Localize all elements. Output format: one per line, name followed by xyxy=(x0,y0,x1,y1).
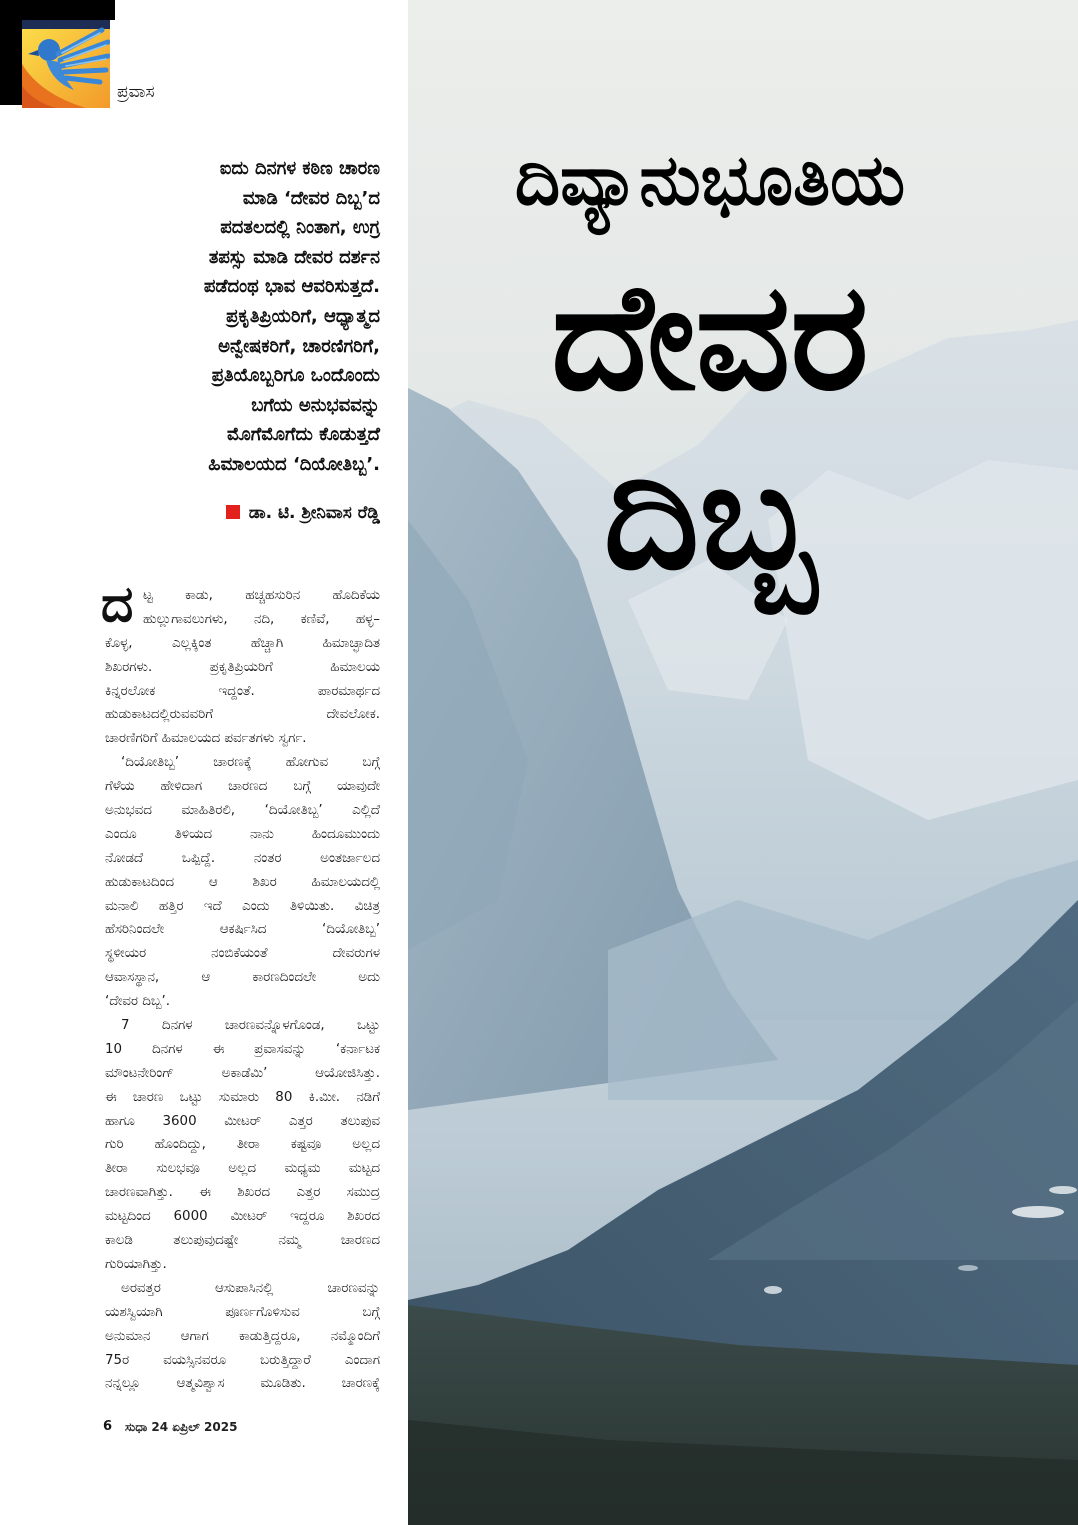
standfirst-line: ಹಿಮಾಲಯದ ‘ದಿಯೋತಿಬ್ಬ’. xyxy=(208,453,380,475)
article-line: ಮನಾಲಿ ಹತ್ತಿರ ಇದೆ ಎಂದು ತಿಳಿಯಿತು. ವಿಚಿತ್ರ xyxy=(105,898,380,914)
article-line: ಟ್ಟ ಕಾಡು, ಹಚ್ಚಹಸುರಿನ ಹೊದಿಕೆಯ xyxy=(143,588,380,603)
article-line: ಅನುಮಾನ ಆಗಾಗ ಕಾಡುತ್ತಿದ್ದರೂ, ನಮ್ಮೊಂದಿಗೆ xyxy=(105,1328,380,1344)
standfirst-line: ಮಾಡಿ ‘ದೇವರ ದಿಬ್ಬ’ದ xyxy=(242,187,380,209)
article-line: 75ರ ವಯಸ್ಸಿನವರೂ ಬರುತ್ತಿದ್ದಾರೆ ಎಂದಾಗ xyxy=(105,1352,380,1368)
byline-author: ಡಾ. ಟಿ. ಶ್ರೀನಿವಾಸ ರೆಡ್ಡಿ xyxy=(248,503,380,523)
article-line: ಸ್ಥಳೀಯರ ನಂಬಿಕೆಯಂತೆ ದೇವರುಗಳ xyxy=(105,946,380,962)
standfirst-line: ಮೊಗೆಮೊಗೆದು ಕೊಡುತ್ತದೆ xyxy=(227,424,380,446)
article-line: ಗುರಿ ಹೊಂದಿದ್ದು, ತೀರಾ ಕಷ್ಟವೂ ಅಲ್ಲದ xyxy=(105,1137,380,1153)
article-line: ಗೆಳೆಯ ಹೇಳಿದಾಗ ಚಾರಣದ ಬಗ್ಗೆ ಯಾವುದೇ xyxy=(105,779,380,795)
article-paragraph xyxy=(105,1014,380,1277)
standfirst-line: ಪಡೆದಂಥ ಭಾವ ಆವರಿಸುತ್ತದೆ. xyxy=(203,276,380,298)
article-paragraph xyxy=(105,751,380,1014)
article-line: ಎಂದೂ ತಿಳಿಯದ ನಾನು ಹಿಂದೂಮುಂದು xyxy=(105,826,380,842)
mountain-landscape-photo xyxy=(408,0,1078,1525)
article-line: ನೋಡದೆ ಒಪ್ಪಿದ್ದೆ. ನಂತರ ಅಂತರ್ಜಾಲದ xyxy=(105,850,380,866)
standfirst-line: ಐದು ದಿನಗಳ ಕಠಿಣ ಚಾರಣ xyxy=(219,158,380,179)
article-line: ಗುರಿಯಾಗಿತ್ತು. xyxy=(105,1256,167,1272)
mountain-photo-image xyxy=(408,0,1078,1525)
article-line: ನನ್ನಲ್ಲೂ ಆತ್ಮವಿಶ್ವಾಸ ಮೂಡಿತು. ಚಾರಣಕ್ಕೆ xyxy=(105,1376,380,1392)
byline xyxy=(110,500,380,526)
article-line: 7 ದಿನಗಳ ಚಾರಣವನ್ನೊಳಗೊಂಡ, ಒಟ್ಟು xyxy=(121,1018,380,1034)
article-line: ಮೌಂಟನೇರಿಂಗ್ ಅಕಾಡೆಮಿ’ ಆಯೋಜಿಸಿತ್ತು. xyxy=(105,1065,380,1081)
standfirst-line: ಪ್ರಕೃತಿಪ್ರಿಯರಿಗೆ, ಆಧ್ಯಾತ್ಮದ xyxy=(226,305,380,327)
section-label: ಪ್ರವಾಸ xyxy=(117,82,155,102)
drop-cap: ದ xyxy=(101,575,134,633)
corner-bar-horizontal xyxy=(0,0,115,20)
headline-title-line-1: ದೇವರ xyxy=(551,251,869,423)
article-line: ಚಾರಣಿಗರಿಗೆ ಹಿಮಾಲಯದ ಪರ್ವತಗಳು ಸ್ವರ್ಗ. xyxy=(105,731,307,747)
article-line: ಹುಡುಕಾಟದಿಂದ ಆ ಶಿಖರ ಹಿಮಾಲಯದಲ್ಲಿ xyxy=(105,874,380,890)
article-line: ‘ದಿಯೋತಿಬ್ಬ’ ಚಾರಣಕ್ಕೆ ಹೋಗುವ ಬಗ್ಗೆ xyxy=(121,755,380,771)
article-line: ಶಿಖರಗಳು. ಪ್ರಕೃತಿಪ್ರಿಯರಿಗೆ ಹಿಮಾಲಯ xyxy=(105,659,380,675)
article-line: ತೀರಾ ಸುಲಭವೂ ಅಲ್ಲದ ಮಧ್ಯಮ ಮಟ್ಟದ xyxy=(105,1161,380,1177)
bird-logo-icon xyxy=(22,20,110,108)
article-line: ಹೆಸರಿನಿಂದಲೇ ಆಕರ್ಷಿಸಿದ ‘ದಿಯೋತಿಬ್ಬ’ xyxy=(105,922,380,938)
article-line: ಅನುಭವದ ಮಾಹಿತಿರಲಿ, ‘ದಿಯೋತಿಬ್ಬ’ ಎಲ್ಲಿದೆ xyxy=(105,803,380,819)
article-paragraph xyxy=(105,1277,380,1396)
article-line: ಕೊಳ್ಳ, ಎಲ್ಲಕ್ಕಿಂತ ಹೆಚ್ಚಾಗಿ ಹಿಮಾಚ್ಛಾದಿತ xyxy=(105,635,380,651)
article-line: ಚಾರಣವಾಗಿತ್ತು. ಈ ಶಿಖರದ ಎತ್ತರ ಸಮುದ್ರ xyxy=(105,1185,380,1201)
red-square-marker-icon xyxy=(226,505,240,519)
headline-title-line-2: ದಿಬ್ಬ xyxy=(603,430,817,602)
article-line: 10 ದಿನಗಳ ಈ ಪ್ರವಾಸವನ್ನು ‘ಕರ್ನಾಟಕ xyxy=(105,1041,380,1057)
article-line: ಹುಲ್ಲುಗಾವಲುಗಳು, ನದಿ, ಕಣಿವೆ, ಹಳ್ಳ– xyxy=(143,611,380,627)
issue-line: ಸುಧಾ 24 ಏಪ್ರಿಲ್ 2025 xyxy=(125,1420,238,1434)
headline-kicker: ದಿವ್ಯಾನುಭೂತಿಯ xyxy=(514,139,906,221)
article-body xyxy=(105,584,380,1396)
standfirst xyxy=(110,154,380,480)
article-line: ಯಶಸ್ವಿಯಾಗಿ ಪೂರ್ಣಗೊಳಿಸುವ ಬಗ್ಗೆ xyxy=(105,1304,380,1320)
standfirst-line: ತಪಸ್ಸು ಮಾಡಿ ದೇವರ ದರ್ಶನ xyxy=(208,246,380,268)
standfirst-line: ಪದತಲದಲ್ಲಿ ನಿಂತಾಗ, ಉಗ್ರ xyxy=(220,217,380,239)
article-line: ಕಿನ್ನರಲೋಕ ಇದ್ದಂತೆ. ಪಾರಮಾರ್ಥದ xyxy=(105,683,380,699)
standfirst-line: ಬಗೆಯ ಅನುಭವವನ್ನು xyxy=(251,394,380,416)
article-line: ಮಟ್ಟದಿಂದ 6000 ಮೀಟರ್ ಇದ್ದರೂ ಶಿಖರದ xyxy=(105,1209,380,1225)
article-line: ಹಾಗೂ 3600 ಮೀಟರ್ ಎತ್ತರ ತಲುಪುವ xyxy=(105,1113,380,1129)
article-line: ಹುಡುಕಾಟದಲ್ಲಿರುವವರಿಗೆ ದೇವಲೋಕ. xyxy=(105,707,380,723)
article-line: ‘ದೇವರ ದಿಬ್ಬ’. xyxy=(105,994,170,1010)
standfirst-line: ಅನ್ವೇಷಕರಿಗೆ, ಚಾರಣಿಗರಿಗೆ, xyxy=(218,335,380,357)
article-paragraph xyxy=(105,584,380,751)
page-number: 6 xyxy=(103,1419,113,1434)
standfirst-line: ಪ್ರತಿಯೊಬ್ಬರಿಗೂ ಒಂದೊಂದು xyxy=(211,365,380,387)
article-line: ಅರವತ್ತರ ಆಸುಪಾಸಿನಲ್ಲಿ ಚಾರಣವನ್ನು xyxy=(121,1280,380,1296)
article-line: ಕಾಲಡಿ ತಲುಪುವುದಷ್ಟೇ ನಮ್ಮ ಚಾರಣದ xyxy=(105,1233,380,1249)
article-line: ಈ ಚಾರಣ ಒಟ್ಟು ಸುಮಾರು 80 ಕಿ.ಮೀ. ನಡಿಗೆ xyxy=(105,1089,380,1105)
article-line: ಆವಾಸಸ್ಥಾನ, ಆ ಕಾರಣದಿಂದಲೇ ಅದು xyxy=(105,970,380,986)
